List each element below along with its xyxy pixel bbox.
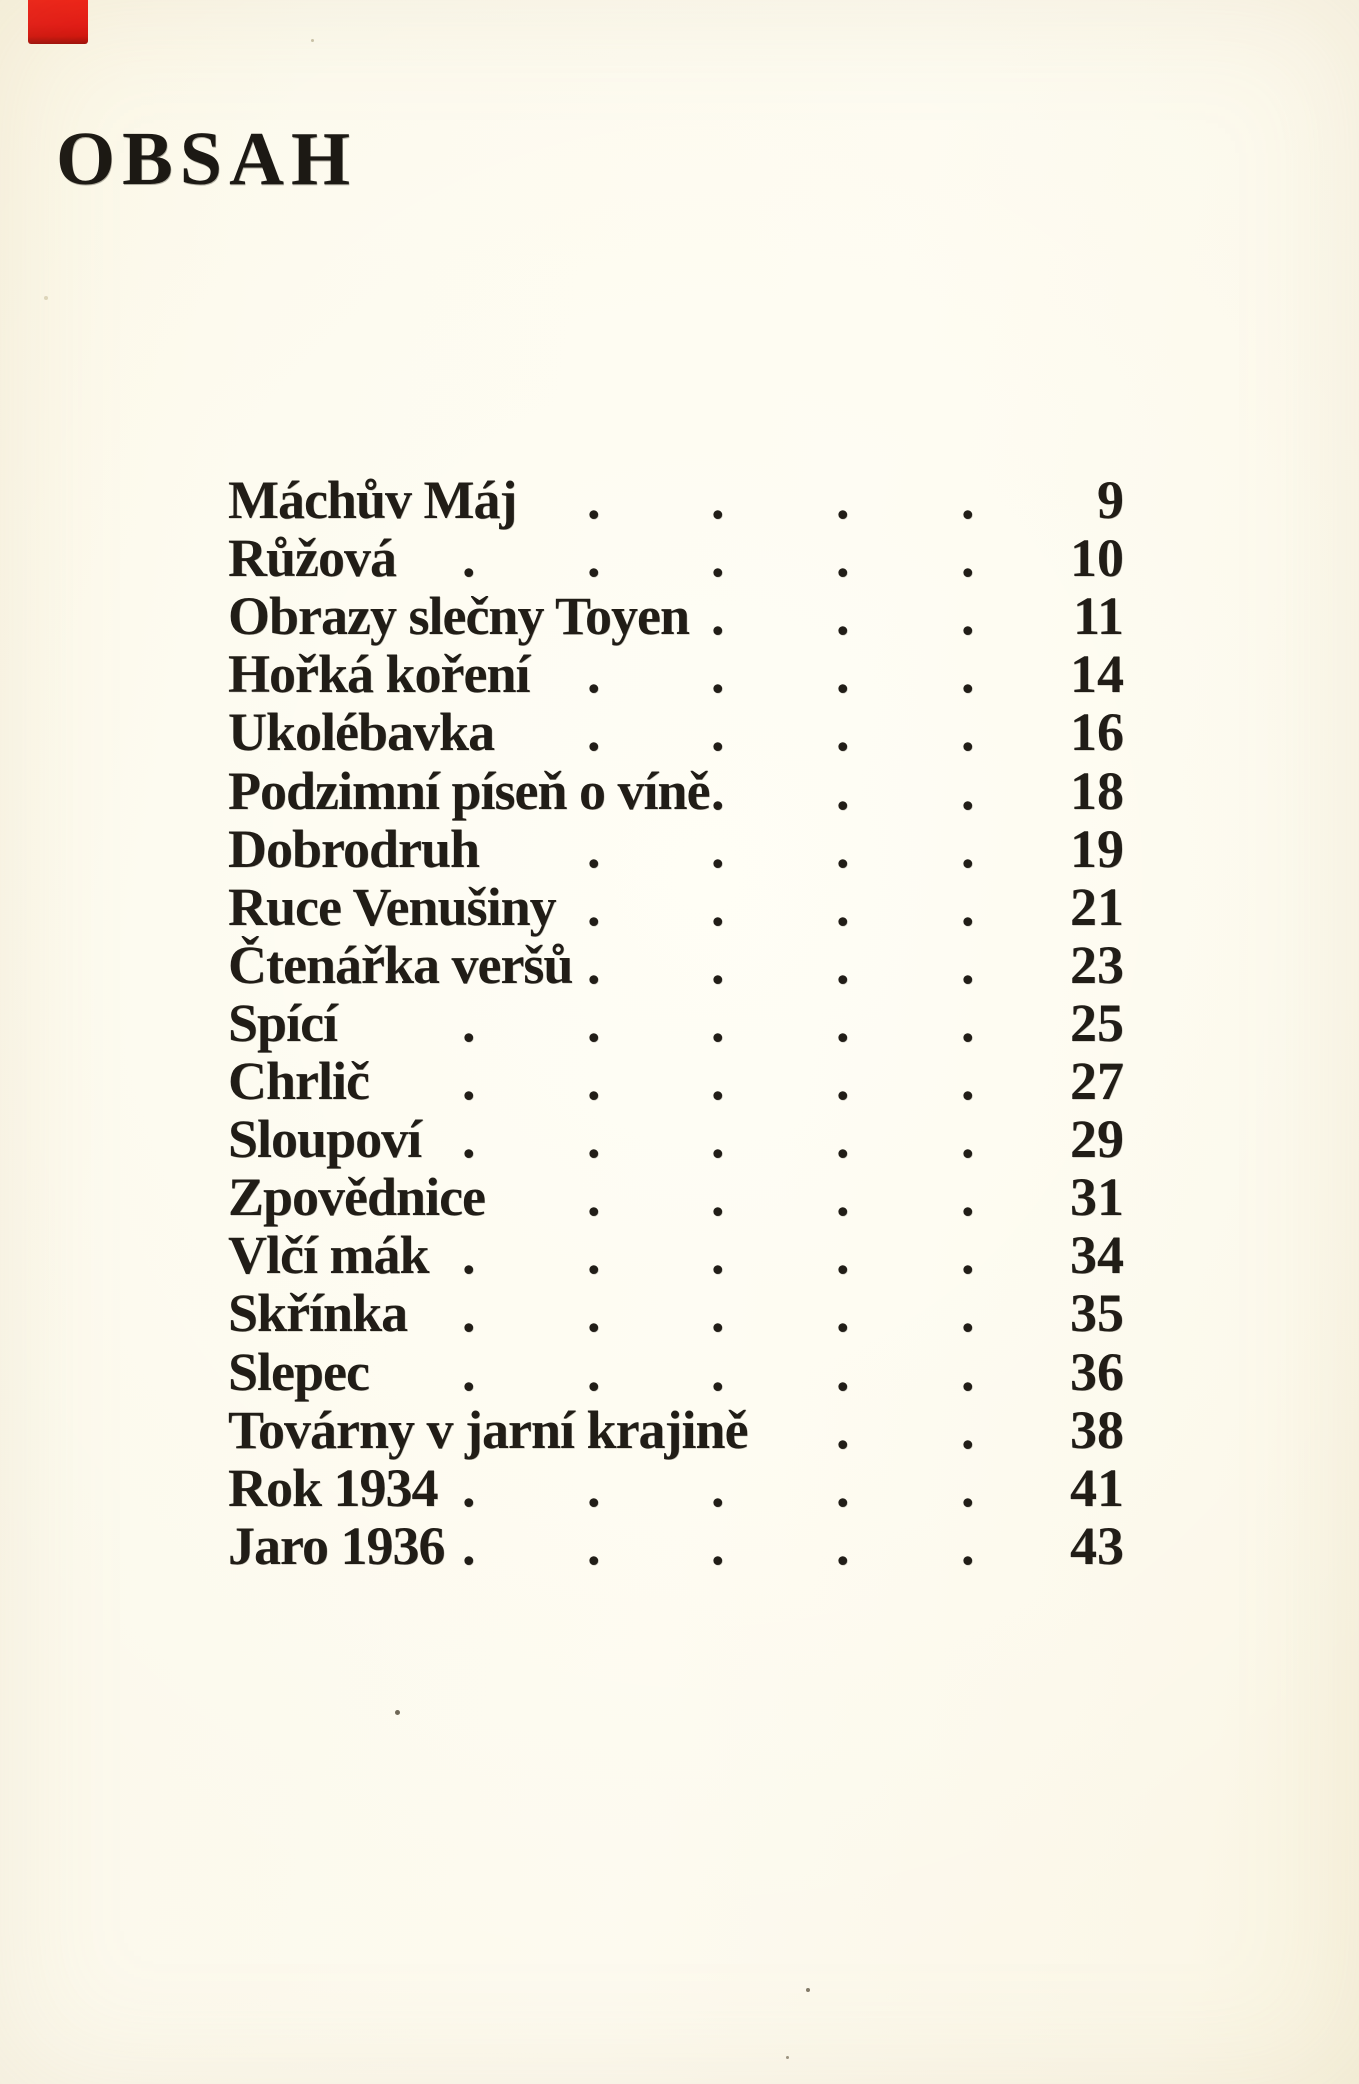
dot-leader: . — [587, 934, 601, 995]
toc-row — [0, 1401, 1359, 1459]
dot-leader: . — [836, 1225, 850, 1286]
toc-row — [0, 1052, 1359, 1110]
dot-leader: . — [711, 1051, 725, 1111]
toc-entry-page: 29 — [1070, 1109, 1124, 1170]
toc-row — [0, 529, 1359, 587]
toc-entry-page: 18 — [1070, 760, 1124, 821]
toc-row — [0, 878, 1359, 936]
dot-leader: . — [711, 1515, 725, 1576]
toc-row — [0, 587, 1359, 645]
dot-leader: . — [836, 1051, 850, 1111]
toc-row — [0, 1168, 1359, 1226]
dot-leader: . — [711, 702, 725, 763]
toc-entry-title: Růžová — [228, 528, 396, 589]
dot-leader: . — [711, 644, 725, 705]
dot-leader: . — [836, 1167, 850, 1228]
toc-row — [0, 994, 1359, 1052]
dot-leader: . — [836, 1515, 850, 1576]
toc-entry-page: 23 — [1070, 934, 1124, 995]
toc-entry-page: 36 — [1070, 1341, 1124, 1402]
dot-leader: . — [836, 1399, 850, 1460]
toc-row — [0, 703, 1359, 761]
toc-entry-title: Slepec — [228, 1341, 369, 1402]
toc-entry-page: 14 — [1070, 644, 1124, 705]
dot-leader: . — [462, 528, 476, 589]
dot-leader: . — [711, 528, 725, 589]
dot-leader: . — [836, 992, 850, 1053]
dot-leader: . — [961, 818, 975, 879]
page-title: OBSAH — [56, 117, 358, 201]
dot-leader: . — [711, 1225, 725, 1286]
dot-leader: . — [462, 1515, 476, 1576]
dot-leader: . — [587, 876, 601, 937]
dot-leader: . — [462, 1283, 476, 1344]
toc-entry-title: Jaro 1936 — [228, 1515, 445, 1576]
dot-leader: . — [961, 1399, 975, 1460]
dot-leader: . — [587, 1225, 601, 1286]
toc-entry-page: 19 — [1070, 818, 1124, 879]
toc-entry-page: 27 — [1070, 1051, 1124, 1111]
dot-leader: . — [961, 1457, 975, 1518]
dot-leader: . — [711, 1167, 725, 1228]
dot-leader: . — [961, 644, 975, 705]
dot-leader: . — [836, 1283, 850, 1344]
toc-entry-title: Čtenářka veršů — [228, 934, 573, 995]
toc-entry-title: Ruce Venušiny — [228, 876, 556, 937]
dot-leader: . — [587, 1051, 601, 1111]
dot-leader: . — [961, 470, 975, 530]
toc-row — [0, 1284, 1359, 1342]
toc-entry-page: 25 — [1070, 992, 1124, 1053]
dot-leader: . — [836, 470, 850, 530]
dot-leader: . — [462, 1341, 476, 1402]
toc-entry-title: Hořká koření — [228, 644, 530, 705]
toc-row — [0, 471, 1359, 529]
dot-leader: . — [462, 1225, 476, 1286]
dot-leader: . — [711, 1341, 725, 1402]
dot-leader: . — [961, 528, 975, 589]
dot-leader: . — [961, 1341, 975, 1402]
toc-row — [0, 1226, 1359, 1284]
dot-leader: . — [711, 1109, 725, 1170]
dot-leader: . — [961, 1167, 975, 1228]
dot-leader: . — [836, 934, 850, 995]
dot-leader: . — [961, 992, 975, 1053]
toc-entry-page: 38 — [1070, 1399, 1124, 1460]
dot-leader: . — [836, 528, 850, 589]
dot-leader: . — [961, 1051, 975, 1111]
dot-leader: . — [587, 1283, 601, 1344]
dot-leader: . — [961, 760, 975, 821]
dot-leader: . — [836, 818, 850, 879]
dot-leader: . — [711, 1457, 725, 1518]
dot-leader: . — [836, 1109, 850, 1170]
dot-leader: . — [711, 470, 725, 530]
dot-leader: . — [711, 876, 725, 937]
toc-entry-title: Zpovědnice — [228, 1167, 486, 1228]
dot-leader: . — [961, 586, 975, 647]
dot-leader: . — [836, 876, 850, 937]
toc-entry-page: 9 — [1097, 470, 1124, 530]
toc-row — [0, 762, 1359, 820]
toc-entry-title: Továrny v jarní krajině — [228, 1399, 748, 1460]
dot-leader: . — [961, 934, 975, 995]
toc-entry-title: Skřínka — [228, 1283, 408, 1344]
dot-leader: . — [836, 1457, 850, 1518]
dot-leader: . — [587, 992, 601, 1053]
dot-leader: . — [587, 470, 601, 530]
dot-leader: . — [836, 760, 850, 821]
dot-leader: . — [836, 644, 850, 705]
toc-entry-title: Dobrodruh — [228, 818, 480, 879]
dot-leader: . — [587, 702, 601, 763]
dot-leader: . — [587, 1457, 601, 1518]
dot-leader: . — [462, 992, 476, 1053]
dot-leader: . — [836, 586, 850, 647]
dot-leader: . — [711, 760, 725, 821]
toc-entry-page: 31 — [1070, 1167, 1124, 1228]
toc-entry-page: 21 — [1070, 876, 1124, 937]
dot-leader: . — [462, 1457, 476, 1518]
dot-leader: . — [961, 1283, 975, 1344]
dot-leader: . — [587, 528, 601, 589]
toc-entry-title: Ukolébavka — [228, 702, 495, 763]
dot-leader: . — [587, 1167, 601, 1228]
dot-leader: . — [711, 934, 725, 995]
dot-leader: . — [462, 1109, 476, 1170]
dot-leader: . — [711, 586, 725, 647]
toc-entry-page: 34 — [1070, 1225, 1124, 1286]
toc-entry-page: 10 — [1070, 528, 1124, 589]
toc-row — [0, 1343, 1359, 1401]
toc-row — [0, 936, 1359, 994]
dot-leader: . — [961, 702, 975, 763]
dot-leader: . — [711, 992, 725, 1053]
toc-row — [0, 1459, 1359, 1517]
toc-entry-title: Obrazy slečny Toyen — [228, 586, 690, 647]
dot-leader: . — [587, 1109, 601, 1170]
toc-entry-page: 43 — [1070, 1515, 1124, 1576]
dot-leader: . — [587, 1515, 601, 1576]
toc-row — [0, 1110, 1359, 1168]
toc-entry-title: Chrlič — [228, 1051, 369, 1111]
toc-entry-page: 11 — [1072, 586, 1124, 647]
toc-entry-page: 41 — [1070, 1457, 1124, 1518]
toc-entry-title: Máchův Máj — [228, 470, 517, 530]
dot-leader: . — [836, 702, 850, 763]
toc-entry-title: Sloupoví — [228, 1109, 422, 1170]
dot-leader: . — [961, 1225, 975, 1286]
toc-entry-page: 35 — [1070, 1283, 1124, 1344]
toc-row — [0, 1517, 1359, 1575]
toc-row — [0, 645, 1359, 703]
dot-leader: . — [961, 876, 975, 937]
dot-leader: . — [462, 1051, 476, 1111]
dot-leader: . — [961, 1515, 975, 1576]
dot-leader: . — [711, 818, 725, 879]
dot-leader: . — [587, 1341, 601, 1402]
toc-row — [0, 820, 1359, 878]
dot-leader: . — [587, 644, 601, 705]
dot-leader: . — [587, 818, 601, 879]
dot-leader: . — [711, 1283, 725, 1344]
toc-entry-title: Podzimní píseň o víně — [228, 760, 710, 821]
toc-entry-page: 16 — [1070, 702, 1124, 763]
toc-entry-title: Spící — [228, 992, 338, 1053]
toc-entry-title: Rok 1934 — [228, 1457, 438, 1518]
dot-leader: . — [961, 1109, 975, 1170]
toc-entry-title: Vlčí mák — [228, 1225, 429, 1286]
dot-leader: . — [836, 1341, 850, 1402]
